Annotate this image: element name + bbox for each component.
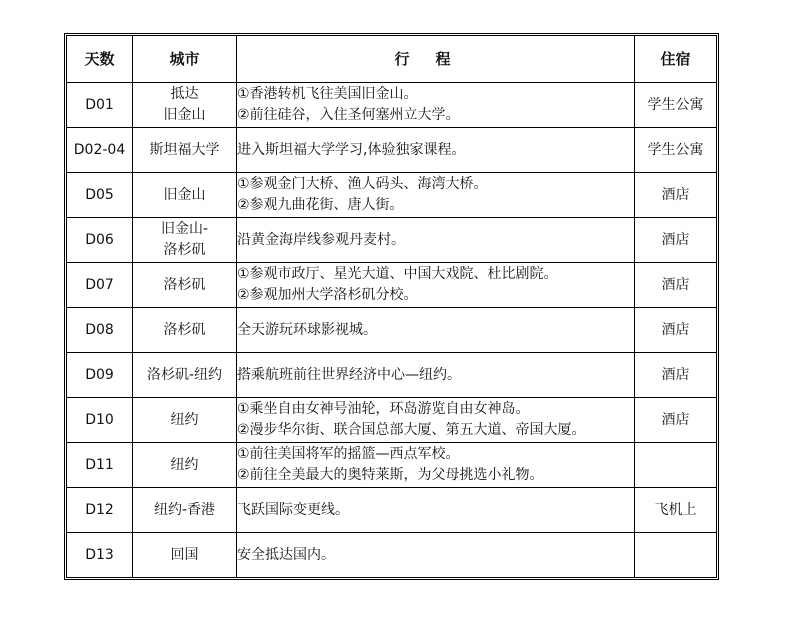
day-cell: D01 <box>67 83 133 128</box>
plan-cell <box>237 443 635 488</box>
city-cell <box>133 83 237 128</box>
table-row <box>67 443 717 488</box>
day-cell: D09 <box>67 353 133 398</box>
stay-cell: 酒店 <box>635 308 717 353</box>
city-line: 洛杉矶 <box>163 276 206 293</box>
city-line: 旧金山- <box>160 221 209 237</box>
plan-line: 全天游玩环球影视城。 <box>237 321 377 338</box>
day-cell: D12 <box>67 488 133 533</box>
table-row <box>67 83 717 128</box>
day-cell: D11 <box>67 443 133 488</box>
table-row <box>67 398 717 443</box>
table-row <box>67 128 717 173</box>
header-row <box>67 36 717 83</box>
city-cell <box>133 533 237 578</box>
plan-line: ①参观金门大桥、渔人码头、海湾大桥。 <box>237 176 488 192</box>
plan-line: 搭乘航班前往世界经济中心—纽约。 <box>237 366 461 383</box>
day-cell: D05 <box>67 173 133 218</box>
day-cell: D10 <box>67 398 133 443</box>
plan-cell <box>237 83 635 128</box>
table-row <box>67 218 717 263</box>
plan-cell <box>237 353 635 398</box>
plan-line: ②参观加州大学洛杉矶分校。 <box>237 287 418 303</box>
plan-cell <box>237 218 635 263</box>
table-row <box>67 308 717 353</box>
stay-cell <box>635 533 717 578</box>
stay-cell: 酒店 <box>635 353 717 398</box>
city-line: 洛杉矶 <box>163 242 206 258</box>
city-cell <box>133 128 237 173</box>
plan-line: 飞跃国际变更线。 <box>237 501 349 518</box>
stay-cell: 学生公寓 <box>635 128 717 173</box>
day-cell: D08 <box>67 308 133 353</box>
stay-cell: 酒店 <box>635 263 717 308</box>
plan-cell <box>237 488 635 533</box>
stay-cell: 学生公寓 <box>635 83 717 128</box>
city-line: 纽约 <box>170 411 199 428</box>
day-cell: D07 <box>67 263 133 308</box>
stay-cell: 酒店 <box>635 398 717 443</box>
plan-line: ①乘坐自由女神号油轮，环岛游览自由女神岛。 <box>237 401 530 417</box>
plan-line: 进入斯坦福大学学习,体验独家课程。 <box>237 141 466 158</box>
plan-line: ①香港转机飞往美国旧金山。 <box>237 86 418 102</box>
plan-cell <box>237 398 635 443</box>
stay-cell <box>635 443 717 488</box>
table-row <box>67 353 717 398</box>
plan-line: ②前往硅谷，入住圣何塞州立大学。 <box>237 107 460 123</box>
stay-cell: 酒店 <box>635 218 717 263</box>
header-day: 天数 <box>67 36 133 83</box>
city-line: 纽约 <box>170 456 199 473</box>
plan-cell <box>237 128 635 173</box>
header-stay: 住宿 <box>635 36 717 83</box>
city-cell <box>133 398 237 443</box>
table-row <box>67 488 717 533</box>
city-cell <box>133 308 237 353</box>
plan-line: ②前往全美最大的奥特莱斯，为父母挑选小礼物。 <box>237 467 544 483</box>
plan-line: ②漫步华尔街、联合国总部大厦、第五大道、帝国大厦。 <box>237 422 586 438</box>
stay-cell: 飞机上 <box>635 488 717 533</box>
itinerary-rows <box>67 83 717 578</box>
city-line: 旧金山 <box>163 186 206 203</box>
city-line: 纽约-香港 <box>153 501 216 518</box>
header-plan: 行程 <box>237 36 635 83</box>
plan-line: ②参观九曲花街、唐人街。 <box>237 197 404 213</box>
city-line: 斯坦福大学 <box>149 141 220 158</box>
city-cell <box>133 353 237 398</box>
table-row <box>67 533 717 578</box>
city-line: 旧金山 <box>163 107 206 123</box>
city-line: 洛杉矶 <box>163 321 206 338</box>
city-line: 洛杉矶-纽约 <box>146 366 223 383</box>
city-cell <box>133 263 237 308</box>
plan-cell <box>237 173 635 218</box>
plan-cell <box>237 263 635 308</box>
table-row <box>67 173 717 218</box>
stay-cell: 酒店 <box>635 173 717 218</box>
plan-cell <box>237 308 635 353</box>
city-cell <box>133 443 237 488</box>
city-line: 抵达 <box>170 86 199 102</box>
day-cell: D02-04 <box>67 128 133 173</box>
header-city: 城市 <box>133 36 237 83</box>
city-cell <box>133 173 237 218</box>
city-cell <box>133 488 237 533</box>
table-row <box>67 263 717 308</box>
plan-line: 安全抵达国内。 <box>237 546 335 563</box>
city-line: 回国 <box>170 546 199 563</box>
plan-cell <box>237 533 635 578</box>
city-cell <box>133 218 237 263</box>
plan-line: ①前往美国将军的摇篮—西点军校。 <box>237 446 460 462</box>
day-cell: D13 <box>67 533 133 578</box>
itinerary-table <box>66 35 717 578</box>
plan-line: ①参观市政厅、星光大道、中国大戏院、杜比剧院。 <box>237 266 558 282</box>
plan-line: 沿黄金海岸线参观丹麦村。 <box>237 231 405 248</box>
day-cell: D06 <box>67 218 133 263</box>
